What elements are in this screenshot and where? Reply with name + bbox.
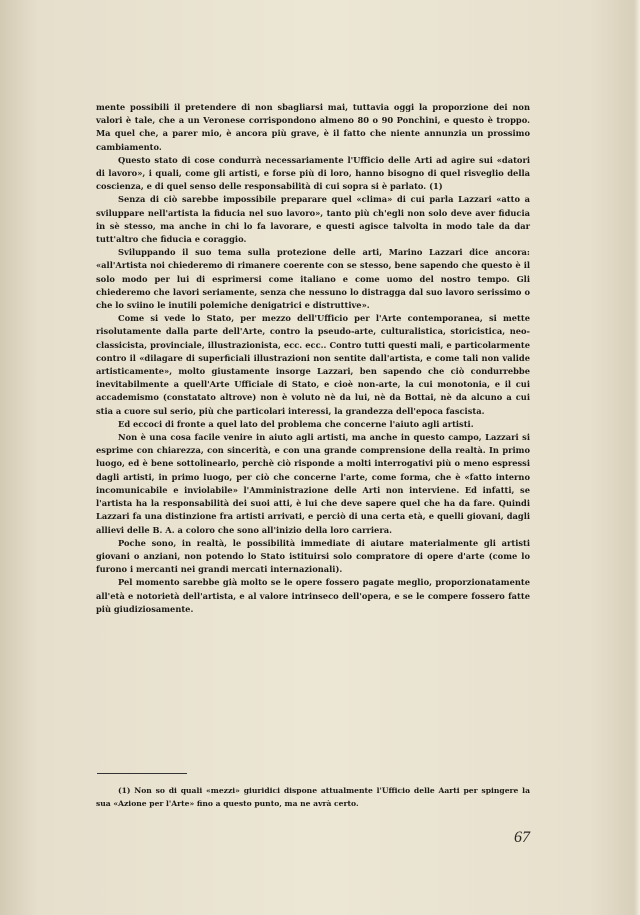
paragraph: mente possibili il pretendere di non sbagliarsi mai, tuttavia oggi la proporzione dei non valori è tale, che a un Veronese corrispondono almeno 80 o 90 Ponchini, e questo è troppo. Ma quel che, a parer mio, è ancora più grave, è il fatto che niente annunzia un prossimo cambiamento. bbox=[96, 102, 530, 152]
footnote-divider bbox=[97, 773, 187, 774]
page-number: 67 bbox=[514, 829, 530, 846]
paragraph: Pel momento sarebbe già molto se le opere fossero pagate meglio, proporzionatamente all'età e notorietà dell'artista, e al valore intrinseco dell'opera, e se le compere fossero fatte più giudiziosamente. bbox=[96, 577, 530, 614]
paragraph: Sviluppando il suo tema sulla protezione delle arti, Marino Lazzari dice ancora: «all'Artista noi chiederemo di rimanere coerente con se stesso, bene sapendo che questo è il solo modo per lui di esprimersi come italiano e come uomo del nostro tempo. Gli chiederemo che lavori seriamente, senza che nessuno lo distragga dal suo lavoro serissimo o che lo sviino le inutili polemiche denigatrici e distruttive». bbox=[96, 247, 530, 311]
footnote: (1) Non so di quali «mezzi» giuridici dispone attualmente l'Ufficio delle Aarti per spingere la sua «Azione per l'Arte» fino a questo punto, ma ne avrà certo. bbox=[96, 786, 530, 808]
paragraph: Ed eccoci di fronte a quel lato del problema che concerne l'aiuto agli artisti. bbox=[118, 418, 474, 429]
paragraph: Questo stato di cose condurrà necessariamente l'Ufficio delle Arti ad agire sui «datori di lavoro», i quali, come gli artisti, e forse più di loro, hanno bisogno di quel risveglio della coscienza, e di quel senso delle responsabilità di cui sopra si è parlato. (1) bbox=[96, 154, 530, 192]
paragraph: Come si vede lo Stato, per mezzo dell'Ufficio per l'Arte contemporanea, si mette risolutamente dalla parte dell'Arte, contro la pseudo-arte, culturalistica, storicistica, neo-classicista, provinciale, illustrazionista, ecc. ecc.. Contro tutti questi mali, e particolarmente contro il «dilagare di superficiali illustrazioni non sentite dall'artista, e come tali non valide artisticamente», molto giustamente insorge Lazzari, ben sapendo che ciò condurrebbe inevitabilmente a quell'Arte Ufficiale di Stato, e cioè non-arte, la cui monotonia, e il cui accademismo (constatato altrove) non è voluto nè da lui, nè da Bottai, nè da alcuno a cui stia a cuore sul serio, più che particolari interessi, la grandezza dell'epoca fascista. bbox=[96, 313, 530, 416]
paragraph: Non è una cosa facile venire in aiuto agli artisti, ma anche in questo campo, Lazzari si esprime con chiarezza, con sincerità, e con una grande comprensione della realtà. In primo luogo, ed è bene sottolinearlo, perchè ciò risponde a molti interrogativi più o meno espressi dagli artisti, in primo luogo, per ciò che concerne l'arte, come forma, che è «fatto interno incomunicabile e inviolabile» l'Amministrazione delle Arti non interviene. Ed infatti, se l'artista ha la responsabilità dei suoi atti, è lui che deve sapere quel che ha da fare. Quindi Lazzari fa una distinzione fra artisti arrivati, e perciò di una certa età, e quelli giovani, dagli allievi delle B. A. a coloro che sono all'inizio della loro carriera. bbox=[96, 432, 530, 535]
body-text bbox=[96, 101, 530, 616]
paragraph: Poche sono, in realtà, le possibilità immediate di aiutare materialmente gli artisti giovani o anziani, non potendo lo Stato istituirsi solo compratore di opere d'arte (come lo furono i mercanti nei grandi mercati internazionali). bbox=[96, 537, 530, 575]
paragraph: Senza di ciò sarebbe impossibile preparare quel «clima» di cui parla Lazzari «atto a sviluppare nell'artista la fiducia nel suo lavoro», tanto più ch'egli non solo deve aver fiducia in sè stesso, ma anche in chi lo fa lavorare, e questi agisce talvolta in modo tale da dar tutt'altro che fiducia e coraggio. bbox=[96, 194, 530, 245]
